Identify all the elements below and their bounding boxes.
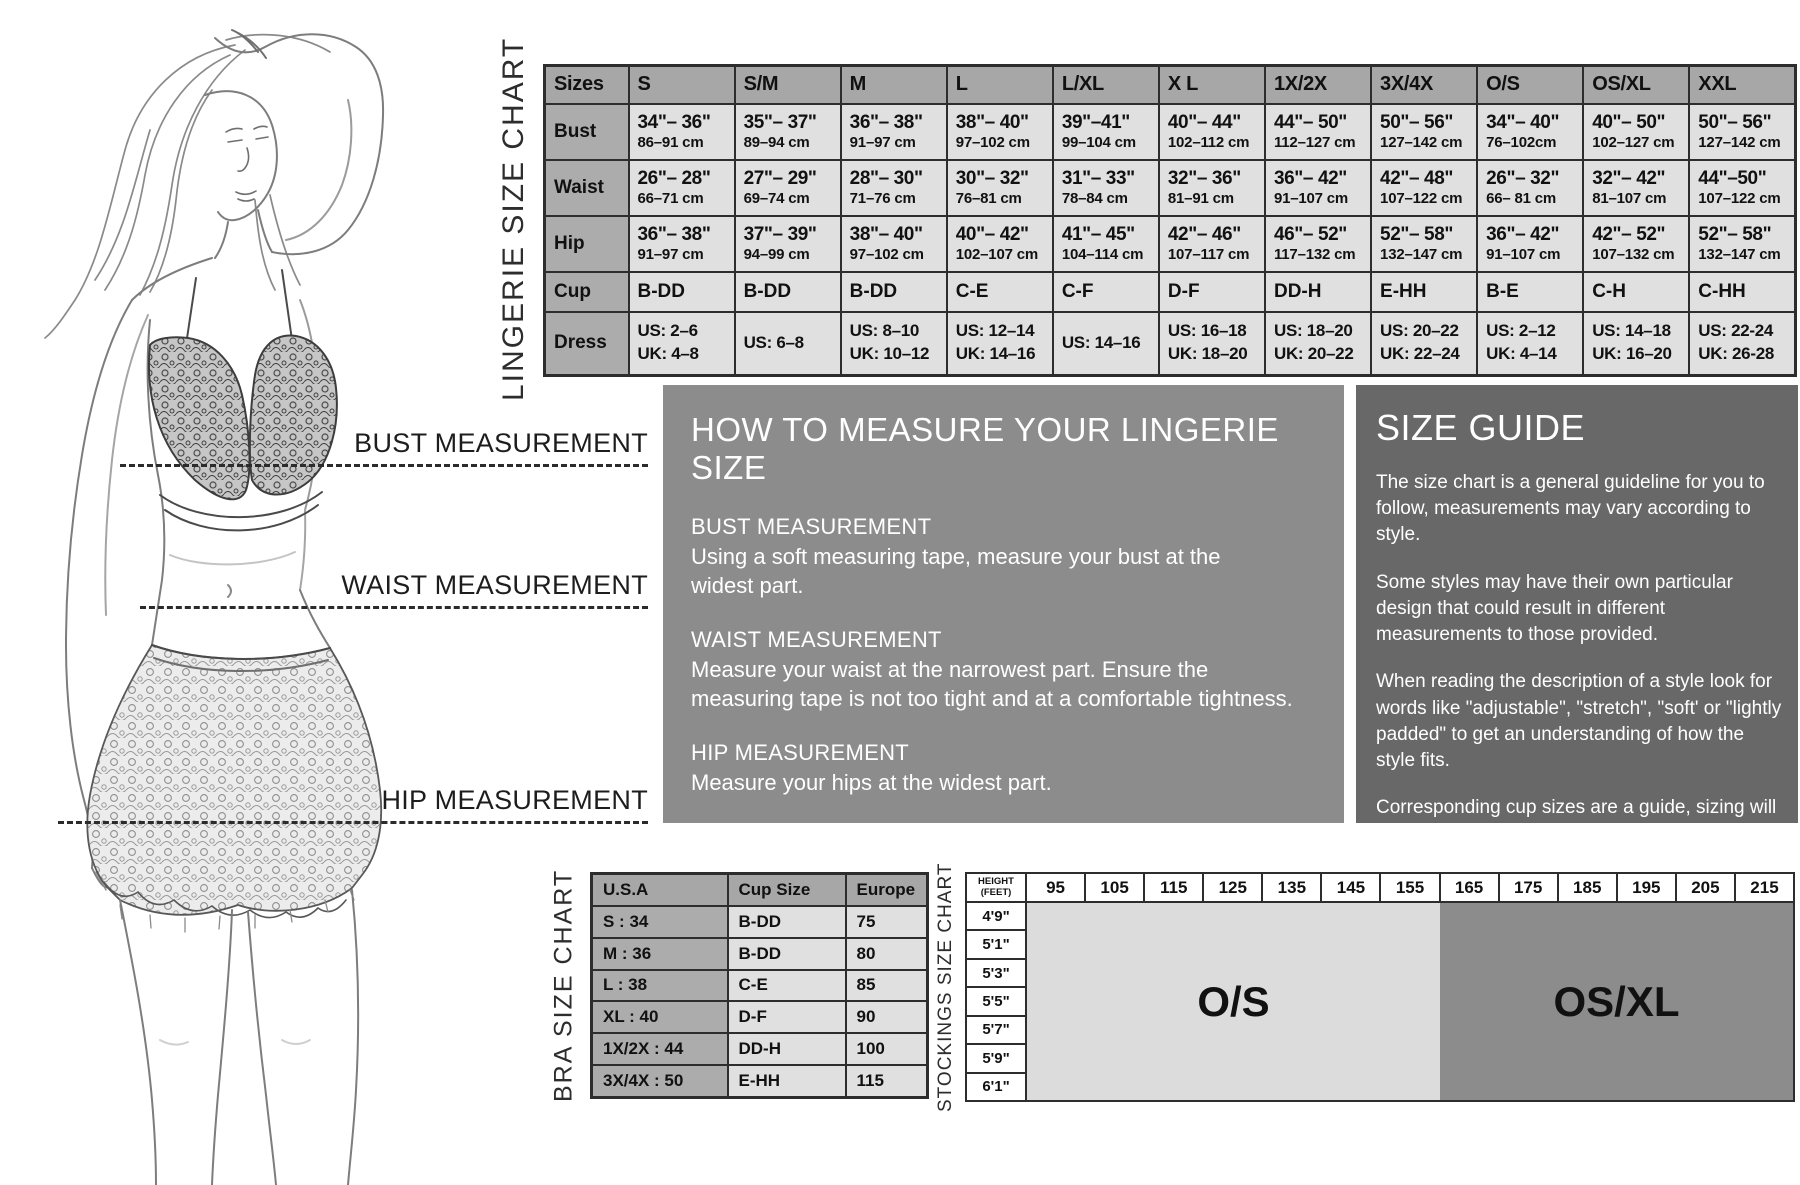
dress-cell: [1477, 312, 1583, 376]
bust-row-label: Bust: [545, 104, 629, 160]
dress-row-label: Dress: [545, 312, 629, 376]
weight-column-header: 175: [1500, 872, 1559, 903]
size-column-header: XXL: [1689, 66, 1795, 104]
stockings-regions: [1027, 903, 1795, 1102]
bust-cell: [947, 104, 1053, 160]
bra-header-cup: Cup Size: [728, 874, 846, 906]
waist-cm: 78–84 cm: [1061, 190, 1128, 208]
os-size-region: O/S: [1027, 903, 1440, 1100]
measure-section-body: Using a soft measuring tape, measure your bust at the widest part.: [691, 544, 1221, 599]
dress-uk: UK: 20–22: [1273, 344, 1354, 364]
waist-cm: 76–81 cm: [955, 190, 1022, 208]
cup-row-label: Cup: [545, 272, 629, 312]
cup-cell: B-DD: [735, 272, 841, 312]
bust-inches: 40"– 44": [1167, 111, 1241, 133]
dress-cell: [735, 312, 841, 376]
hip-cm: 97–102 cm: [849, 246, 924, 264]
hip-inches: 46"– 52": [1273, 223, 1347, 245]
hip-inches: 36"– 42": [1486, 223, 1560, 245]
waist-cm: 91–107 cm: [1273, 190, 1349, 208]
bra-cup-cell: E-HH: [728, 1065, 846, 1098]
bra-row: [592, 1033, 928, 1065]
dress-us: US: 20–22: [1380, 321, 1459, 341]
bust-cell: [735, 104, 841, 160]
waist-cell: [1371, 160, 1477, 216]
waist-inches: 31"– 33": [1061, 167, 1135, 189]
waist-cell: [841, 160, 947, 216]
height-label-line2: (FEET): [980, 886, 1012, 898]
bra-europe-cell: 115: [846, 1065, 928, 1098]
hip-inches: 42"– 52": [1592, 223, 1666, 245]
hip-cm: 104–114 cm: [1061, 246, 1144, 264]
waist-inches: 36"– 42": [1273, 167, 1347, 189]
dress-uk: UK: 14–16: [955, 344, 1036, 364]
cup-cell: C-HH: [1689, 272, 1795, 312]
bust-inches: 36"– 38": [849, 111, 923, 133]
waist-inches: 44"–50": [1698, 167, 1767, 189]
hip-inches: 52"– 58": [1380, 223, 1453, 245]
hip-cell: [1689, 216, 1795, 272]
bust-inches: 50"– 56": [1698, 111, 1772, 133]
bust-cell: [1477, 104, 1583, 160]
dress-cell: [1159, 312, 1265, 376]
bust-cm: 89–94 cm: [743, 134, 810, 152]
waist-row: [545, 160, 1796, 216]
waist-cell: [1583, 160, 1689, 216]
waist-cell: [1053, 160, 1159, 216]
bust-inches: 38"– 40": [955, 111, 1029, 133]
measure-section-heading: WAIST MEASUREMENT: [691, 627, 942, 653]
dress-row: [545, 312, 1796, 376]
waist-cell: [1689, 160, 1795, 216]
bra-europe-cell: 75: [846, 906, 928, 938]
hip-cm: 117–132 cm: [1273, 246, 1356, 264]
bust-cm: 112–127 cm: [1273, 134, 1356, 152]
bra-cup-cell: C-E: [728, 970, 846, 1002]
weight-column-header: 185: [1559, 872, 1618, 903]
waist-row-label: Waist: [545, 160, 629, 216]
bra-row: [592, 938, 928, 970]
waist-inches: 28"– 30": [849, 167, 923, 189]
size-guide-panel: [1356, 385, 1798, 845]
size-guide-paragraph: When reading the description of a style look for words like "adjustable", "stretch", "soft' or "lightly padded" to get an understanding of how the style fits.: [1376, 671, 1782, 771]
dress-cell: [1689, 312, 1795, 376]
hip-cell: [735, 216, 841, 272]
bra-row: [592, 1065, 928, 1098]
size-guide-paragraph: The size chart is a general guideline for you to follow, measurements may vary according to style.: [1376, 472, 1765, 546]
waist-cell: [1159, 160, 1265, 216]
height-row-label: 5'9": [965, 1045, 1027, 1073]
dress-uk: UK: 16–20: [1592, 344, 1672, 364]
lingerie-header-row: [545, 66, 1796, 104]
bust-cell: [1583, 104, 1689, 160]
dress-us: US: 12–14: [955, 321, 1035, 341]
waist-inches: 32"– 42": [1592, 167, 1666, 189]
bra-cup-cell: D-F: [728, 1001, 846, 1033]
weight-column-header: 115: [1145, 872, 1204, 903]
hip-cell: [1477, 216, 1583, 272]
height-label-line1: HEIGHT: [978, 876, 1014, 888]
hip-cm: 102–107 cm: [955, 246, 1038, 264]
bra-chart-vertical-label: BRA SIZE CHART: [549, 868, 578, 1103]
weight-column-header: 145: [1322, 872, 1381, 903]
bust-inches: 39"–41": [1061, 111, 1130, 133]
waist-cell: [947, 160, 1053, 216]
waist-cell: [629, 160, 735, 216]
waist-cell: [1265, 160, 1371, 216]
bust-cm: 102–112 cm: [1167, 134, 1250, 152]
bra-europe-cell: 100: [846, 1033, 928, 1065]
bra-usa-cell: 1X/2X : 44: [592, 1033, 728, 1065]
waist-measurement-callout: [140, 570, 648, 609]
dress-us: US: 18–20: [1273, 321, 1353, 341]
cup-cell: B-DD: [841, 272, 947, 312]
dress-us: US: 2–6: [637, 321, 698, 341]
measure-section-body: Measure your hips at the widest part.: [691, 770, 1052, 796]
dress-us: US: 16–18: [1167, 321, 1247, 341]
bra-europe-cell: 80: [846, 938, 928, 970]
hip-cell: [1159, 216, 1265, 272]
bra-header-row: [592, 874, 928, 906]
dress-us: US: 8–10: [849, 321, 920, 341]
bust-cm: 102–127 cm: [1592, 134, 1675, 152]
cup-cell: DD-H: [1265, 272, 1371, 312]
dress-cell: [1371, 312, 1477, 376]
hip-cm: 91–107 cm: [1486, 246, 1561, 264]
hip-cm: 107–132 cm: [1592, 246, 1675, 264]
osxl-size-region: OS/XL: [1440, 903, 1793, 1100]
dress-cell: [1583, 312, 1689, 376]
weight-column-header: 205: [1677, 872, 1736, 903]
hip-cell: [1583, 216, 1689, 272]
waist-inches: 32"– 36": [1167, 167, 1241, 189]
size-column-header: S/M: [735, 66, 841, 104]
dress-uk: UK: 26-28: [1698, 344, 1774, 364]
waist-dashed-line: [140, 606, 648, 609]
bust-measurement-callout: [120, 428, 648, 467]
height-row-label: 5'5": [965, 988, 1027, 1016]
stockings-chart-vertical-label: STOCKINGS SIZE CHART: [935, 862, 956, 1112]
dress-us: US: 6–8: [743, 332, 804, 352]
bust-cell: [1159, 104, 1265, 160]
dress-cell: [1265, 312, 1371, 376]
stockings-corner-header: [965, 872, 1027, 903]
size-column-header: M: [841, 66, 947, 104]
hip-callout-label: HIP MEASUREMENT: [381, 785, 648, 815]
waist-cell: [735, 160, 841, 216]
hip-cell: [1371, 216, 1477, 272]
dress-uk: UK: 22–24: [1380, 344, 1460, 364]
hip-cell: [947, 216, 1053, 272]
bust-cm: 127–142 cm: [1698, 134, 1781, 152]
cup-cell: C-F: [1053, 272, 1159, 312]
dress-cell: [1053, 312, 1159, 376]
bust-inches: 50"– 56": [1380, 111, 1453, 133]
hip-dashed-line: [58, 821, 648, 824]
dress-uk: UK: 4–8: [637, 344, 699, 364]
hip-row-label: Hip: [545, 216, 629, 272]
weight-column-header: 215: [1736, 872, 1795, 903]
bra-usa-cell: L : 38: [592, 970, 728, 1002]
waist-cell: [1477, 160, 1583, 216]
weight-column-header: 125: [1204, 872, 1263, 903]
cup-cell: B-DD: [629, 272, 735, 312]
height-row-label: 6'1": [965, 1074, 1027, 1102]
bust-dashed-line: [120, 464, 648, 467]
size-column-header: X L: [1159, 66, 1265, 104]
waist-cm: 81–91 cm: [1167, 190, 1234, 208]
hip-cell: [841, 216, 947, 272]
waist-inches: 26"– 28": [637, 167, 711, 189]
stockings-size-chart: [965, 872, 1795, 1102]
dress-uk: UK: 4–14: [1486, 344, 1557, 364]
size-guide-title: SIZE GUIDE: [1376, 407, 1586, 448]
dress-us: US: 14–18: [1592, 321, 1671, 341]
bra-row: [592, 970, 928, 1002]
bust-cm: 99–104 cm: [1061, 134, 1136, 152]
bust-inches: 40"– 50": [1592, 111, 1666, 133]
hip-row: [545, 216, 1796, 272]
weight-column-header: 135: [1263, 872, 1322, 903]
weight-column-header: 195: [1618, 872, 1677, 903]
bra-europe-cell: 90: [846, 1001, 928, 1033]
height-row-label: 5'3": [965, 960, 1027, 988]
hip-inches: 37"– 39": [743, 223, 817, 245]
dress-uk: UK: 10–12: [849, 344, 930, 364]
waist-cm: 107–122 cm: [1698, 190, 1781, 208]
dress-us: US: 14–16: [1061, 332, 1141, 352]
stockings-header-row: [965, 872, 1795, 903]
measure-section-bust: [691, 514, 1316, 600]
bust-cm: 76–102cm: [1486, 134, 1557, 152]
hip-inches: 36"– 38": [637, 223, 711, 245]
waist-cm: 71–76 cm: [849, 190, 916, 208]
size-column-header: S: [629, 66, 735, 104]
hip-inches: 41"– 45": [1061, 223, 1135, 245]
hip-cm: 94–99 cm: [743, 246, 810, 264]
hip-cm: 132–147 cm: [1380, 246, 1463, 264]
bra-header-usa: U.S.A: [592, 874, 728, 906]
bust-inches: 44"– 50": [1273, 111, 1347, 133]
cup-cell: C-E: [947, 272, 1053, 312]
stockings-height-column: [965, 903, 1027, 1102]
bra-size-chart-table: [590, 872, 929, 1099]
dress-cell: [841, 312, 947, 376]
dress-us: US: 22-24: [1698, 321, 1774, 341]
hip-cell: [1053, 216, 1159, 272]
size-column-header: O/S: [1477, 66, 1583, 104]
how-to-measure-panel: [663, 385, 1344, 823]
bust-inches: 34"– 40": [1486, 111, 1560, 133]
dress-cell: [629, 312, 735, 376]
size-column-header: OS/XL: [1583, 66, 1689, 104]
waist-inches: 42"– 48": [1380, 167, 1453, 189]
cup-cell: B-E: [1477, 272, 1583, 312]
cup-cell: C-H: [1583, 272, 1689, 312]
waist-cm: 66– 81 cm: [1486, 190, 1557, 208]
waist-inches: 27"– 29": [743, 167, 817, 189]
waist-cm: 107–122 cm: [1380, 190, 1463, 208]
size-column-header: L: [947, 66, 1053, 104]
waist-cm: 69–74 cm: [743, 190, 810, 208]
hip-cm: 91–97 cm: [637, 246, 704, 264]
measure-section-heading: HIP MEASUREMENT: [691, 740, 910, 766]
cup-cell: E-HH: [1371, 272, 1477, 312]
bust-cell: [1265, 104, 1371, 160]
bra-europe-cell: 85: [846, 970, 928, 1002]
bust-cell: [1689, 104, 1795, 160]
hip-cell: [1265, 216, 1371, 272]
stockings-body: [965, 903, 1795, 1102]
bust-inches: 34"– 36": [637, 111, 711, 133]
bust-cell: [629, 104, 735, 160]
bra-cup-cell: B-DD: [728, 938, 846, 970]
height-row-label: 4'9": [965, 903, 1027, 931]
bust-cm: 86–91 cm: [637, 134, 704, 152]
bra-header-europe: Europe: [846, 874, 928, 906]
weight-column-header: 105: [1086, 872, 1145, 903]
hip-inches: 52"– 58": [1698, 223, 1772, 245]
size-column-header: 3X/4X: [1371, 66, 1477, 104]
lingerie-corner-header: Sizes: [545, 66, 629, 104]
hip-measurement-callout: [58, 785, 648, 824]
hip-inches: 40"– 42": [955, 223, 1029, 245]
bust-callout-label: BUST MEASUREMENT: [354, 428, 648, 458]
height-row-label: 5'7": [965, 1017, 1027, 1045]
bra-usa-cell: XL : 40: [592, 1001, 728, 1033]
bra-cup-cell: B-DD: [728, 906, 846, 938]
hip-cell: [629, 216, 735, 272]
hip-inches: 38"– 40": [849, 223, 923, 245]
measure-section-waist: [691, 627, 1316, 713]
size-column-header: 1X/2X: [1265, 66, 1371, 104]
bust-cm: 127–142 cm: [1380, 134, 1463, 152]
how-to-measure-title: HOW TO MEASURE YOUR LINGERIE SIZE: [691, 411, 1279, 486]
waist-cm: 66–71 cm: [637, 190, 704, 208]
size-guide-paragraph: Some styles may have their own particular design that could result in different measurements to those provided.: [1376, 571, 1733, 646]
bra-usa-cell: 3X/4X : 50: [592, 1065, 728, 1098]
hip-cm: 132–147 cm: [1698, 246, 1781, 264]
bra-row: [592, 906, 928, 938]
bust-cell: [1053, 104, 1159, 160]
measure-section-heading: BUST MEASUREMENT: [691, 514, 932, 539]
bust-cm: 91–97 cm: [849, 134, 916, 152]
lingerie-size-chart-table: [543, 64, 1797, 377]
hip-inches: 42"– 46": [1167, 223, 1241, 245]
measure-section-body: Measure your waist at the narrowest part. Ensure the measuring tape is not too tight and at a comfortable tightness.: [691, 657, 1293, 712]
measure-section-hip: [691, 740, 1316, 797]
cup-row: [545, 272, 1796, 312]
dress-us: US: 2–12: [1486, 321, 1556, 341]
bra-cup-cell: DD-H: [728, 1033, 846, 1065]
bra-row: [592, 1001, 928, 1033]
waist-inches: 30"– 32": [955, 167, 1029, 189]
lingerie-chart-vertical-label: LINGERIE SIZE CHART: [497, 36, 530, 402]
bust-cm: 97–102 cm: [955, 134, 1030, 152]
weight-column-header: 155: [1381, 872, 1440, 903]
weight-column-header: 165: [1441, 872, 1500, 903]
dress-uk: UK: 18–20: [1167, 344, 1248, 364]
weight-column-header: 95: [1027, 872, 1086, 903]
size-guide-paragraph: Corresponding cup sizes are a guide, sizing will vary by body type and garment styling.: [1376, 797, 1777, 845]
bra-usa-cell: M : 36: [592, 938, 728, 970]
cup-cell: D-F: [1159, 272, 1265, 312]
waist-callout-label: WAIST MEASUREMENT: [341, 570, 648, 600]
dress-cell: [947, 312, 1053, 376]
bra-usa-cell: S : 34: [592, 906, 728, 938]
bust-inches: 35"– 37": [743, 111, 817, 133]
size-column-header: L/XL: [1053, 66, 1159, 104]
waist-cm: 81–107 cm: [1592, 190, 1667, 208]
waist-inches: 26"– 32": [1486, 167, 1560, 189]
bust-row: [545, 104, 1796, 160]
height-row-label: 5'1": [965, 931, 1027, 959]
hip-cm: 107–117 cm: [1167, 246, 1250, 264]
bust-cell: [841, 104, 947, 160]
bust-cell: [1371, 104, 1477, 160]
